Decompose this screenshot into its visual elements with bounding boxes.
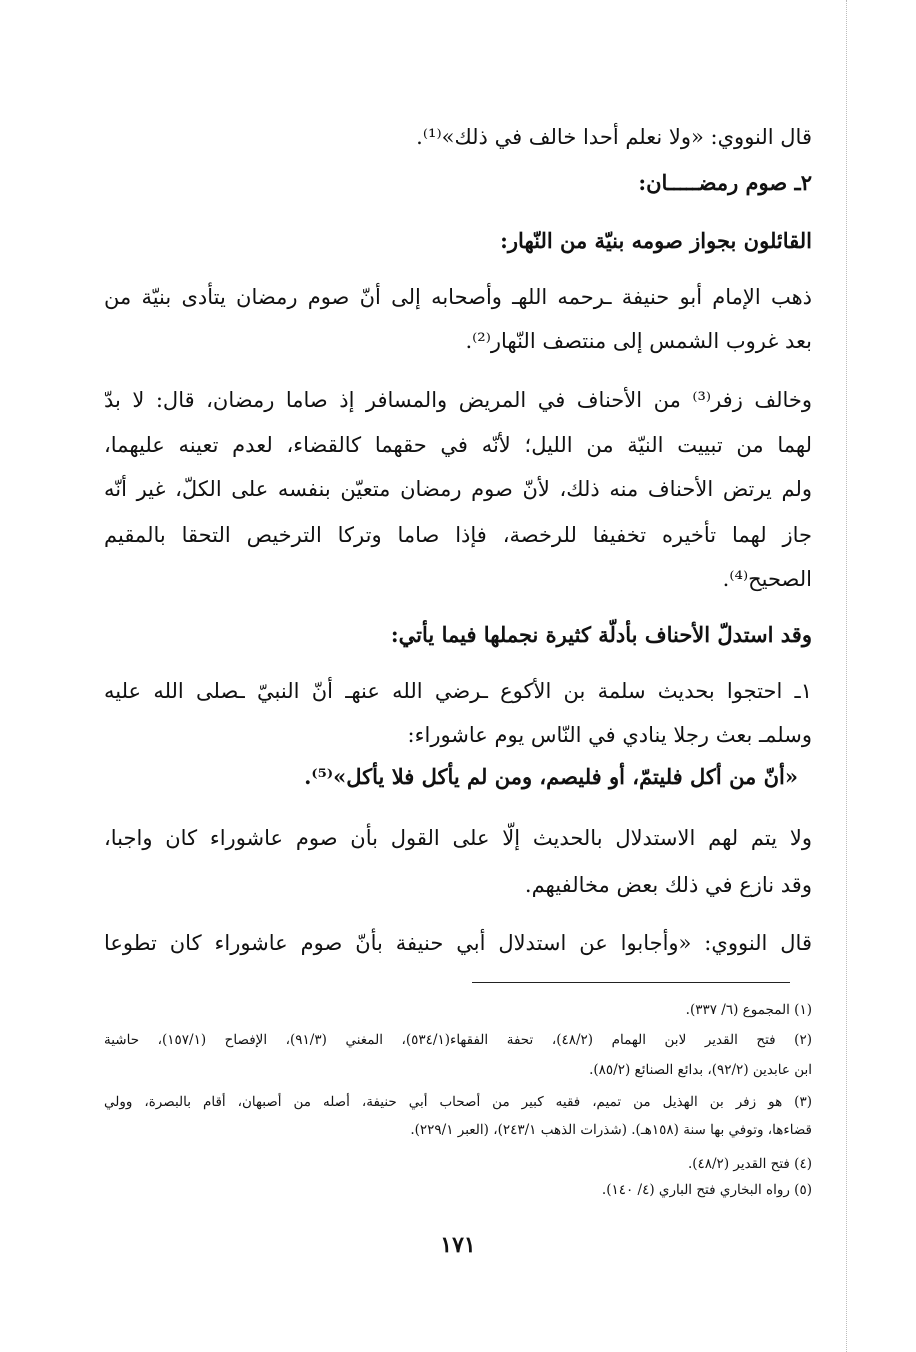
body-line: جاز لهما تأخيره تخفيفا للرخصة، فإذا صاما وتركا الترخيص التحقا بالمقيم [104,523,812,547]
footnote-separator [472,982,790,983]
body-line: قال النووي: «ولا نعلم أحدا خالف في ذلك»⁽¹⁾. [416,125,812,149]
body-line: وقد استدلّ الأحناف بأدلّة كثيرة نجملها فيما يأتي: [390,622,812,647]
footnote: (١) المجموع (٦/ ٣٣٧). [685,1002,812,1018]
footnote: (٣) هو زفر بن الهذيل من تميم، فقيه كبير من أصحاب أبي حنيفة، أصله من أصبهان، أقام بالبصرة، وولي [104,1094,813,1110]
footnote: (٥) رواه البخاري فتح الباري (٤/ ١٤٠). [601,1182,812,1198]
hadith-quote: «أنّ من أكل فليتمّ، أو فليصم، ومن لم يأكل فلا يأكل»⁽⁵⁾. [304,764,798,789]
body-line: وخالف زفر⁽³⁾ من الأحناف في المريض والمسافر إذ صاما رمضان، قال: لا بدّ [104,388,812,412]
footnote: (٢) فتح القدير لابن الهمام (٤٨/٢)، تحفة الفقهاء(٥٣٤/١)، المغني (٩١/٣)، الإفصاح (١٥٧/١)، حاشية [104,1032,812,1048]
body-line: بعد غروب الشمس إلى منتصف النّهار⁽²⁾. [465,329,812,353]
body-line: ١ـ احتجوا بحديث سلمة بن الأكوع ـرضي الله عنهـ أنّ النبيّ ـصلى الله عليه [104,679,812,703]
footnote: (٤) فتح القدير (٤٨/٢). [687,1156,812,1172]
subheading: القائلون بجواز صومه بنيّة من النّهار: [500,228,812,253]
page-number: ١٧١ [440,1232,476,1258]
body-line: لهما من تبييت النيّة من الليل؛ لأنّه في حقهما كالقضاء، لعدم تعينه عليهما، [104,433,812,457]
body-line: ذهب الإمام أبو حنيفة ـرحمه اللهـ وأصحابه إلى أنّ صوم رمضان يتأدى بنيّة من [104,285,813,309]
body-line: وسلمـ بعث رجلا ينادي في النّاس يوم عاشوراء: [407,723,812,747]
body-line: الصحيح⁽⁴⁾. [722,567,812,591]
page-edge [846,0,847,1352]
body-line: وقد نازع في ذلك بعض مخالفيهم. [524,873,812,897]
footnote: ابن عابدين (٩٢/٢)، بدائع الصنائع (٨٥/٢). [589,1062,812,1078]
body-line: ولم يرتض الأحناف منه ذلك، لأنّ صوم رمضان متعيّن بنفسه على الكلّ، غير أنّه [104,477,812,501]
body-line: ولا يتم لهم الاستدلال بالحديث إلّا على القول بأن صوم عاشوراء كان واجبا، [104,826,812,850]
section-heading: ٢ـ صوم رمضـــــان: [638,170,812,195]
body-line: قال النووي: «وأجابوا عن استدلال أبي حنيفة بأنّ صوم عاشوراء كان تطوعا [104,931,812,955]
footnote: قضاءها، وتوفي بها سنة (١٥٨هـ). (شذرات الذهب ٢٤٣/١)، (العبر ٢٢٩/١). [410,1122,812,1138]
